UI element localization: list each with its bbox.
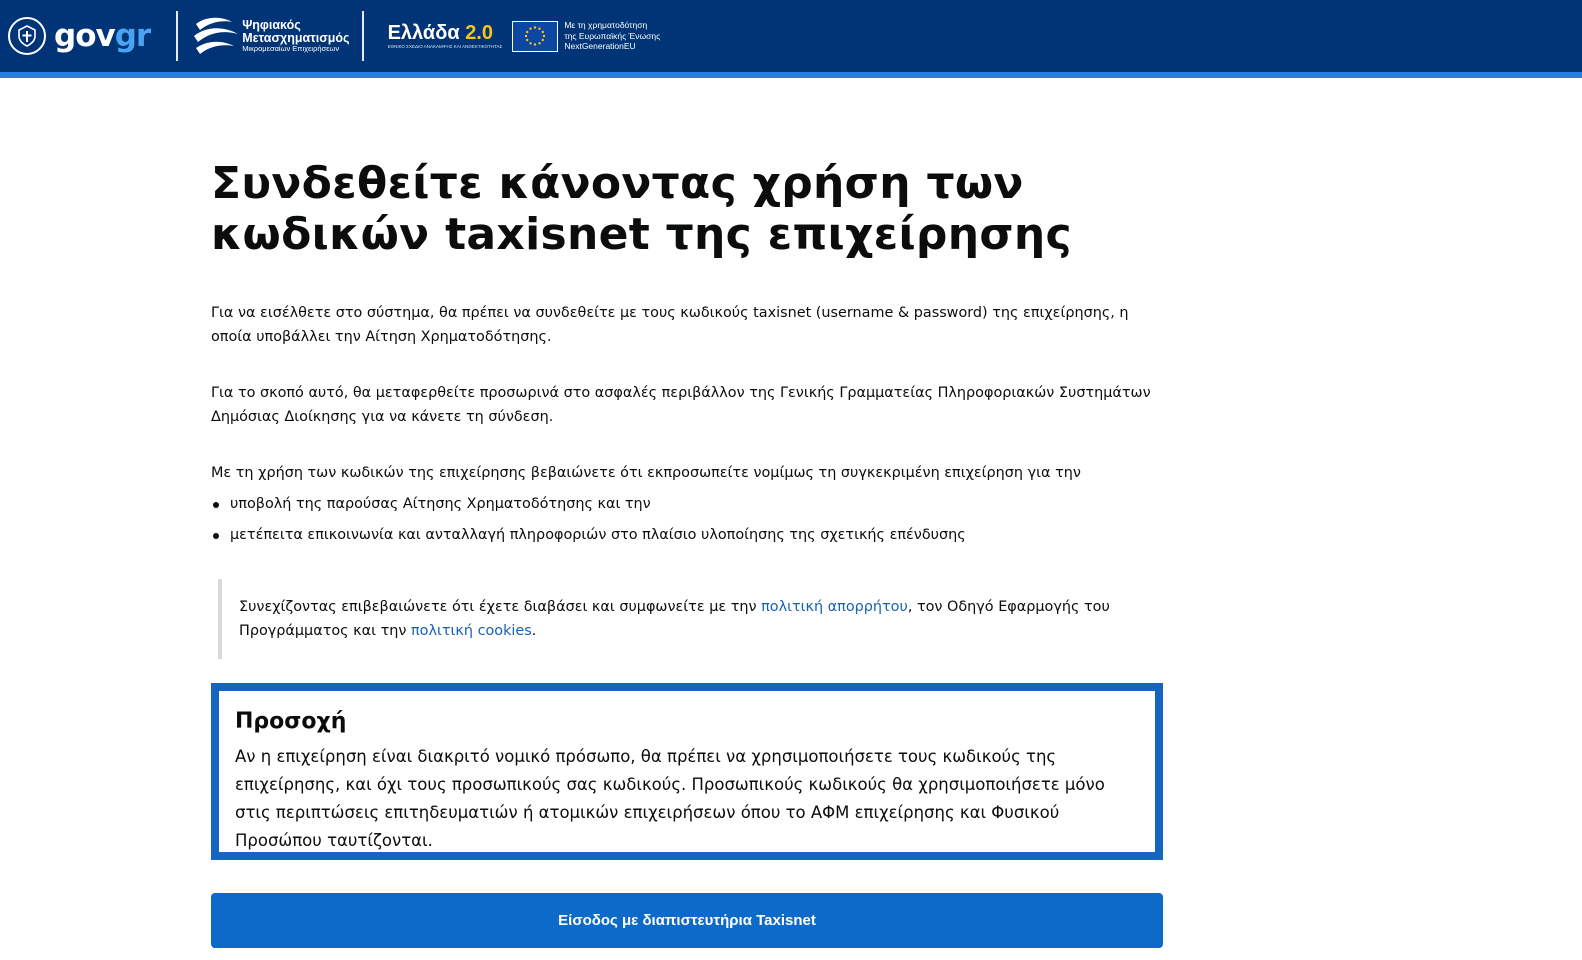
cookies-policy-link[interactable]: πολιτική cookies [411, 623, 532, 639]
main-content [211, 158, 1163, 929]
header-divider [176, 11, 178, 61]
taxisnet-login-button[interactable]: Είσοδος με διαπιστευτήρια Taxisnet [211, 893, 1163, 948]
representation-list [211, 492, 966, 554]
warning-title: Προσοχή [235, 709, 347, 734]
govgr-logo[interactable]: govgr [54, 18, 151, 54]
redirect-paragraph: Για το σκοπό αυτό, θα μεταφερθείτε προσωρινά στο ασφαλές περιβάλλον της Γενικής Γραμματείας Πληροφοριακών Συστημάτων Δημόσιας Διοίκησης για να κάνετε τη σύνδεση. [211, 385, 1151, 425]
warning-panel [211, 683, 1163, 860]
digital-transformation-logo: Ψηφιακός Μετασχηματισμός Μικρομεσαίων Επιχειρήσεων [192, 14, 349, 58]
warning-text: Αν η επιχείρηση είναι διακριτό νομικό πρόσωπο, θα πρέπει να χρησιμοποιήσετε τους κωδικούς της επιχείρησης, και όχι τους προσωπικούς σας κωδικούς. Προσωπικούς κωδικούς θα χρησιμοποιήσετε μόνο στις περιπτώσεις επιτηδευματιών ή ατομικών επιχειρήσεων όπου το ΑΦΜ επιχείρησης και Φυσικού Προσώπου ταυτίζονται. [235, 747, 1105, 850]
consent-notice: Συνεχίζοντας επιβεβαιώνετε ότι έχετε διαβάσει και συμφωνείτε με την πολιτική απορρήτου, τον Οδηγό Εφαρμογής του Προγράμματος και την πολιτική cookies. [218, 579, 1159, 659]
list-item: υποβολή της παρούσας Αίτησης Χρηματοδότησης και την [211, 492, 966, 523]
swoosh-icon [192, 14, 240, 58]
eu-flag-icon [512, 21, 558, 52]
eu-funding-text: Με τη χρηματοδότηση της Ευρωπαϊκής Ένωσης NextGenerationEU [564, 20, 661, 52]
header-logos [8, 0, 660, 72]
page-title: Συνδεθείτε κάνοντας χρήση των κωδικών taxisnet της επιχείρησης [211, 158, 1072, 260]
ellada-2-logo: Ελλάδα 2.0 ΕΘΝΙΚΟ ΣΧΕΔΙΟ ΑΝΑΚΑΜΨΗΣ ΚΑΙ ΑΝΘΕΚΤΙΚΟΤΗΤΑΣ [387, 21, 503, 49]
greek-emblem-icon [8, 17, 46, 55]
header-divider [362, 11, 364, 61]
privacy-policy-link[interactable]: πολιτική απορρήτου [761, 599, 908, 615]
representation-paragraph: Με τη χρήση των κωδικών της επιχείρησης βεβαιώνετε ότι εκπροσωπείτε νομίμως τη συγκεκριμένη επιχείρηση για την [211, 465, 1081, 481]
site-header [0, 0, 1582, 78]
intro-paragraph: Για να εισέλθετε στο σύστημα, θα πρέπει να συνδεθείτε με τους κωδικούς taxisnet (username & password) της επιχείρησης, η οποία υποβάλλει την Αίτηση Χρηματοδότησης. [211, 305, 1129, 345]
list-item: μετέπειτα επικοινωνία και ανταλλαγή πληροφοριών στο πλαίσιο υλοποίησης της σχετικής επένδυσης [211, 523, 966, 554]
